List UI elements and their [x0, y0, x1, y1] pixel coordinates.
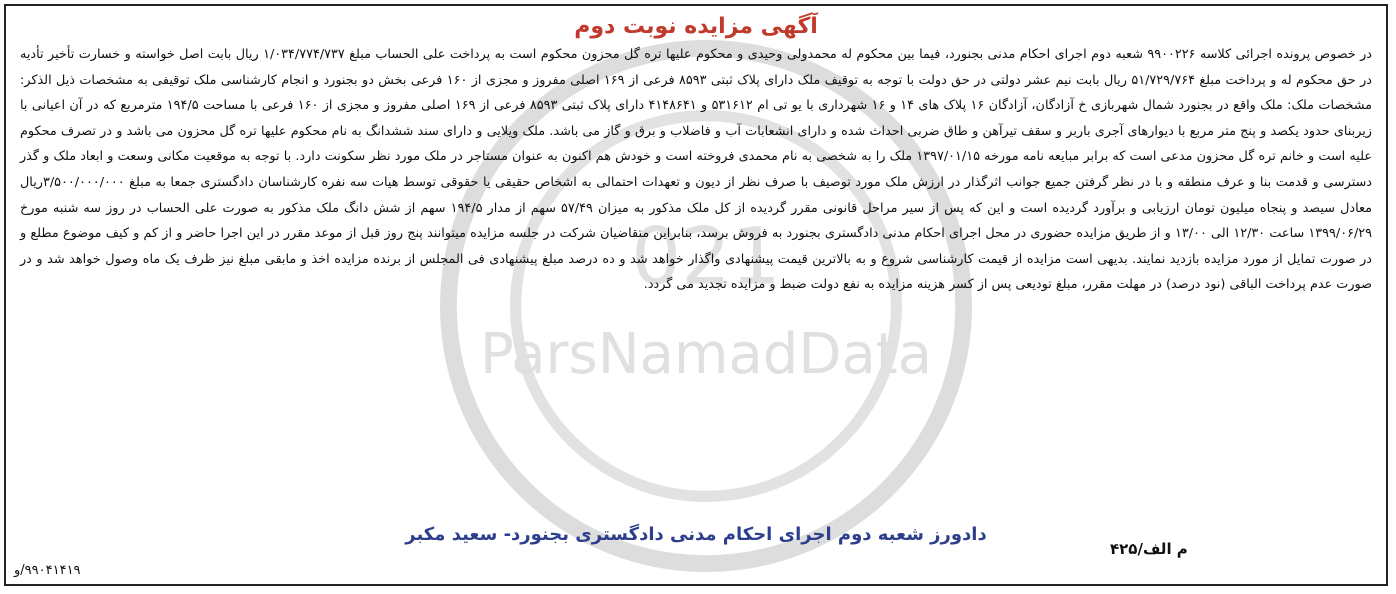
signature-line: دادورز شعبه دوم اجرای احکام مدنی دادگستری بجنورد- سعید مکبر: [405, 524, 987, 545]
svg-text:ParsNamadData: ParsNamadData: [479, 322, 933, 388]
notice-title: آگهی مزایده نوبت دوم: [574, 14, 818, 39]
serial-number: ۹۹۰۴۱۴۱۹/و: [14, 563, 81, 578]
reference-code: م الف/۴۲۵: [1110, 540, 1188, 558]
svg-text:021: 021: [631, 211, 781, 303]
notice-body: در خصوص پرونده اجرائی کلاسه ۹۹۰۰۲۲۶ شعبه دوم اجرای احکام مدنی بجنورد، فیما بین محکوم له محمدولی وحیدی و محکوم علیها تره گل محزون محکوم است به پرداخت علی الحساب مبلغ ۱/۰۳۴/۷۷۴/۷۳۷ ریال بابت اصل خواسته و خسارت تأخیر تأدیه در حق محکوم له و پرداخت مبلغ ۵۱/۷۲۹/۷۶۴ ریال بابت نیم عشر دولتی در حق دولت با توجه به توقیف ملک دارای پلاک ثبتی ۸۵۹۳ فرعی از ۱۶۹ اصلی مفروز و مجزی از ۱۶۰ فرعی بخش دو بجنورد و انجام کارشناسی ملک توقیفی به مشخصات ذیل الذکر: مشخصات ملک: ملک واقع در بجنورد شمال شهربازی خ آزادگان، آزادگان ۱۶ پلاک های ۱۴ و ۱۶ شهرداری با یو تی ام ۵۳۱۶۱۲ و ۴۱۴۸۶۴۱ دارای پلاک ثبتی ۸۵۹۳ فرعی از ۱۶۹ اصلی مفروز و مجزی از ۱۶۰ فرعی با مساحت ۱۹۴/۵ مترمربع که در آن اعیانی با زیربنای حدود یکصد و پنج متر مربع با دیوارهای آجری باربر و سقف تیرآهن و طاق ضربی احداث شده و دارای انشعابات آب و فاضلاب و برق و گاز می باشد. ملک ویلایی و دارای سند ششدانگ به نام محکوم علیها تره گل محزون می باشد و در تصرف محکوم علیه است و خانم تره گل محزون مدعی است که برابر مبایعه نامه مورخه ۱۳۹۷/۰۱/۱۵ ملک را به شخصی به نام محمدی فروخته است و خودش هم اکنون به عنوان مستاجر در ملک مورد نظر سکونت دارد. با توجه به موقعیت مکانی وسعت و ابعاد ملک و گذر دسترسی و قدمت بنا و عرف منطقه و با در نظر گرفتن جمیع جوانب اثرگذار در ارزش ملک مورد توصیف با صرف نظر از دیون و تعهدات احتمالی به اشخاص حقیقی یا حقوقی توسط هیات سه نفره کارشناسان دادگستری جمعا به مبلغ ۳/۵۰۰/۰۰۰/۰۰۰ریال معادل سیصد و پنجاه میلیون تومان ارزیابی و برآورد گردیده است و این که پس از سیر مراحل قانونی مقرر گردیده از کل ملک مذکور به میزان ۵۷/۴۹ سهم از مدار ۱۹۴/۵ سهم از شش دانگ ملک مذکور به صورت علی الحساب در روز سه شنبه مورخ ۱۳۹۹/۰۶/۲۹ ساعت ۱۲/۳۰ الی ۱۳/۰۰ و از طریق مزایده حضوری در محل اجرای احکام مدنی دادگستری بجنورد به فروش برسد، بنابراین متقاضیان شرکت در جلسه مزایده میتوانند پنج روز قبل از موعد مقرر در این اجرا حاضر و از کم و کیف موضوع مطلع و در صورت تمایل از مورد مزایده بازدید نمایند. بدیهی است مزایده از قیمت کارشناسی شروع و به بالاترین قیمت پیشنهادی واگذار خواهد شد و ده درصد مبلغ پیشنهادی فی المجلس از برنده مزایده اخذ و مابقی مبلغ نیز ظرف یک ماه وصول خواهد شد و در صورت عدم پرداخت الباقی (نود درصد) در مهلت مقرر، مبلغ تودیعی پس از کسر هزینه مزایده به نفع دولت ضبط و مزایده تجدید می گردد.: [20, 47, 1373, 293]
auction-notice: [4, 4, 1388, 586]
